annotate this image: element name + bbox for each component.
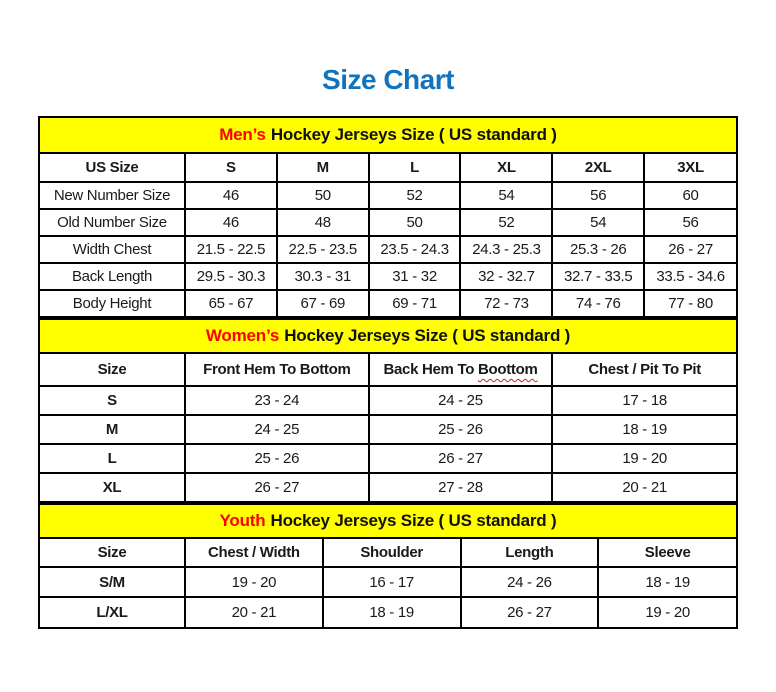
column-header: Size xyxy=(40,354,185,386)
size-value-cell: 52 xyxy=(369,182,461,209)
size-value-cell: 16 - 17 xyxy=(323,567,461,597)
size-value-cell: 72 - 73 xyxy=(460,290,552,317)
spellcheck-underlined-word: Boottom xyxy=(477,361,538,378)
row-label: Width Chest xyxy=(40,236,185,263)
table-row xyxy=(40,290,736,317)
table-row xyxy=(40,597,736,627)
mens-banner-text: Hockey Jerseys Size ( US standard ) xyxy=(270,125,557,144)
size-value-cell: 77 - 80 xyxy=(644,290,736,317)
size-value-cell: 25.3 - 26 xyxy=(552,236,644,263)
size-value-cell: 56 xyxy=(552,182,644,209)
size-value-cell: 50 xyxy=(369,209,461,236)
size-value-cell: 19 - 20 xyxy=(598,597,736,627)
column-header: M xyxy=(277,154,369,182)
size-value-cell: 26 - 27 xyxy=(369,444,553,473)
size-value-cell: 19 - 20 xyxy=(185,567,323,597)
row-label: M xyxy=(40,415,185,444)
column-header: XL xyxy=(460,154,552,182)
youth-section-banner xyxy=(40,503,736,539)
womens-size-table xyxy=(40,354,736,503)
row-label: S xyxy=(40,386,185,415)
size-value-cell: 60 xyxy=(644,182,736,209)
size-value-cell: 52 xyxy=(460,209,552,236)
size-value-cell: 67 - 69 xyxy=(277,290,369,317)
column-header: 2XL xyxy=(552,154,644,182)
column-header-text: Back Hem To xyxy=(383,361,475,378)
size-value-cell: 18 - 19 xyxy=(598,567,736,597)
column-header: Size xyxy=(40,539,185,567)
row-label: XL xyxy=(40,473,185,502)
size-value-cell: 24 - 25 xyxy=(185,415,369,444)
page-title: Size Chart xyxy=(322,64,454,95)
size-value-cell: 74 - 76 xyxy=(552,290,644,317)
row-label: L/XL xyxy=(40,597,185,627)
column-header: US Size xyxy=(40,154,185,182)
mens-banner-highlight: Men’s xyxy=(219,125,266,144)
row-label: L xyxy=(40,444,185,473)
size-value-cell: 30.3 - 31 xyxy=(277,263,369,290)
column-header: Length xyxy=(461,539,599,567)
column-header: Chest / Pit To Pit xyxy=(552,354,736,386)
size-value-cell: 17 - 18 xyxy=(552,386,736,415)
womens-banner-highlight: Women’s xyxy=(205,326,280,345)
column-header: Front Hem To Bottom xyxy=(185,354,369,386)
column-header-misspelled xyxy=(369,354,553,386)
size-value-cell: 29.5 - 30.3 xyxy=(185,263,277,290)
mens-header-row xyxy=(40,154,736,182)
size-value-cell: 20 - 21 xyxy=(552,473,736,502)
column-header: S xyxy=(185,154,277,182)
table-row xyxy=(40,209,736,236)
size-value-cell: 48 xyxy=(277,209,369,236)
size-value-cell: 69 - 71 xyxy=(369,290,461,317)
size-value-cell: 33.5 - 34.6 xyxy=(644,263,736,290)
size-value-cell: 24.3 - 25.3 xyxy=(460,236,552,263)
size-value-cell: 46 xyxy=(185,182,277,209)
column-header: Shoulder xyxy=(323,539,461,567)
youth-banner-highlight: Youth xyxy=(219,511,266,530)
size-value-cell: 50 xyxy=(277,182,369,209)
size-value-cell: 18 - 19 xyxy=(323,597,461,627)
size-value-cell: 54 xyxy=(460,182,552,209)
column-header: L xyxy=(369,154,461,182)
size-value-cell: 24 - 26 xyxy=(461,567,599,597)
size-value-cell: 20 - 21 xyxy=(185,597,323,627)
womens-header-row xyxy=(40,354,736,386)
column-header: Sleeve xyxy=(598,539,736,567)
womens-banner-text: Hockey Jerseys Size ( US standard ) xyxy=(284,326,571,345)
size-value-cell: 22.5 - 23.5 xyxy=(277,236,369,263)
table-row xyxy=(40,567,736,597)
size-value-cell: 46 xyxy=(185,209,277,236)
table-row xyxy=(40,415,736,444)
row-label: S/M xyxy=(40,567,185,597)
row-label: Old Number Size xyxy=(40,209,185,236)
column-header: Chest / Width xyxy=(185,539,323,567)
mens-section-banner xyxy=(40,118,736,154)
size-value-cell: 26 - 27 xyxy=(644,236,736,263)
size-value-cell: 23.5 - 24.3 xyxy=(369,236,461,263)
size-value-cell: 25 - 26 xyxy=(369,415,553,444)
womens-section-banner xyxy=(40,318,736,354)
size-value-cell: 26 - 27 xyxy=(185,473,369,502)
size-value-cell: 19 - 20 xyxy=(552,444,736,473)
size-value-cell: 54 xyxy=(552,209,644,236)
mens-size-table xyxy=(40,154,736,318)
row-label: New Number Size xyxy=(40,182,185,209)
size-value-cell: 56 xyxy=(644,209,736,236)
table-row xyxy=(40,236,736,263)
size-value-cell: 32 - 32.7 xyxy=(460,263,552,290)
youth-size-table xyxy=(40,539,736,627)
youth-header-row xyxy=(40,539,736,567)
row-label: Body Height xyxy=(40,290,185,317)
size-value-cell: 65 - 67 xyxy=(185,290,277,317)
table-row xyxy=(40,182,736,209)
size-value-cell: 32.7 - 33.5 xyxy=(552,263,644,290)
table-row xyxy=(40,444,736,473)
size-value-cell: 25 - 26 xyxy=(185,444,369,473)
size-value-cell: 31 - 32 xyxy=(369,263,461,290)
size-value-cell: 27 - 28 xyxy=(369,473,553,502)
size-value-cell: 21.5 - 22.5 xyxy=(185,236,277,263)
table-row xyxy=(40,473,736,502)
youth-banner-text: Hockey Jerseys Size ( US standard ) xyxy=(270,511,557,530)
column-header: 3XL xyxy=(644,154,736,182)
size-value-cell: 26 - 27 xyxy=(461,597,599,627)
size-value-cell: 18 - 19 xyxy=(552,415,736,444)
size-value-cell: 24 - 25 xyxy=(369,386,553,415)
table-row xyxy=(40,263,736,290)
row-label: Back Length xyxy=(40,263,185,290)
size-chart-table xyxy=(38,116,738,629)
table-row xyxy=(40,386,736,415)
size-value-cell: 23 - 24 xyxy=(185,386,369,415)
